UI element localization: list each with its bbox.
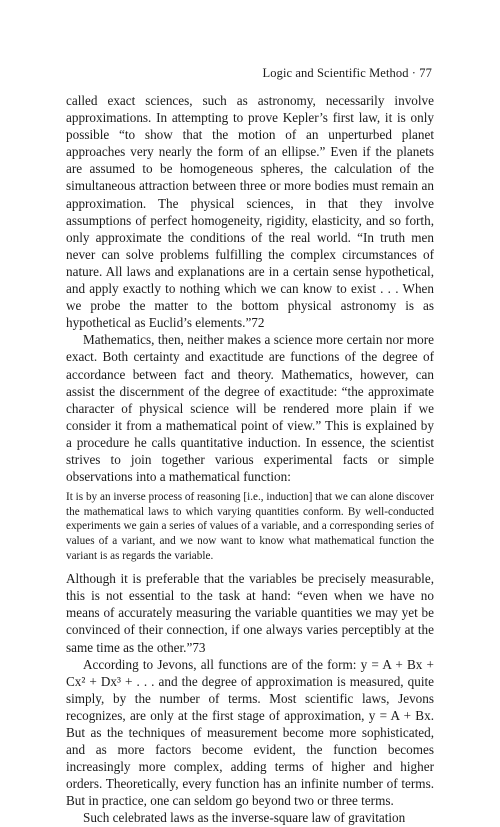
- paragraph-1: called exact sciences, such as astronomy, necessarily involve approximations. In attempting to prove Kepler’s first law, it is only possible “to show that the motion of an unperturbed planet approaches very nearly the form of an ellipse.” Even if the planets are assumed to be homogeneous spheres, the calculation of the simultaneous attraction between three or more bodies must remain an approximation. The physical sciences, in that they involve assumptions of perfect homogeneity, rigidity, elasticity, and so forth, only approximate the conditions of the real world. “In truth men never can solve problems fulfilling the complex circumstances of nature. All laws and explanations are in a certain sense hypothetical, and apply exactly to nothing which we can know to exist . . . When we probe the matter to the bottom physical astronomy is as hypothetical as Euclid’s elements.”72: [66, 93, 434, 331]
- body-text: [66, 92, 434, 827]
- paragraph-2: Mathematics, then, neither makes a science more certain nor more exact. Both certainty and exactitude are functions of the degree of accordance between fact and theory. Mathematics, however, can assist the discernment of the degree of exactitude: “the approximate character of physical science will be rendered more plain if we consider it from a mathematical point of view.” This is explained by a procedure he calls quantitative induction. In essence, the scientist strives to join together various experimental facts or simple observations into a mathematical function:: [66, 332, 434, 485]
- paragraph-5: Such celebrated laws as the inverse-square law of gravitation: [83, 810, 406, 826]
- paragraph-4: According to Jevons, all functions are of the form: y = A + Bx + Cx² + Dx³ + . . . and the degree of approximation is measured, quite simply, by the number of terms. Most scientific laws, Jevons recognizes, are only at the first stage of approximation, y = A + Bx. But as the techniques of measurement become more sophisticated, and as more factors become evident, the function becomes increasingly more complex, adding terms of higher and higher orders. Theoretically, every function has an infinite number of terms. But in practice, one can seldom go beyond two or three terms.: [66, 656, 434, 809]
- running-head: Logic and Scientific Method · 77: [262, 66, 432, 80]
- paragraph-3: Although it is preferable that the variables be precisely measurable, this is not essential to the task at hand: “even when we have no means of accurately measuring the variable quantities we may yet be convinced of their connection, if one always varies perceptibly at the same time as the other.”73: [66, 571, 434, 655]
- block-quote: It is by an inverse process of reasoning [i.e., induction] that we can alone discover the mathematical laws to which varying quantities conform. By well-conducted experiments we gain a series of values of a variable, and a corresponding series of values of a variant, and we now want to know what mathematical function the variant is as regards the variable.: [66, 491, 434, 562]
